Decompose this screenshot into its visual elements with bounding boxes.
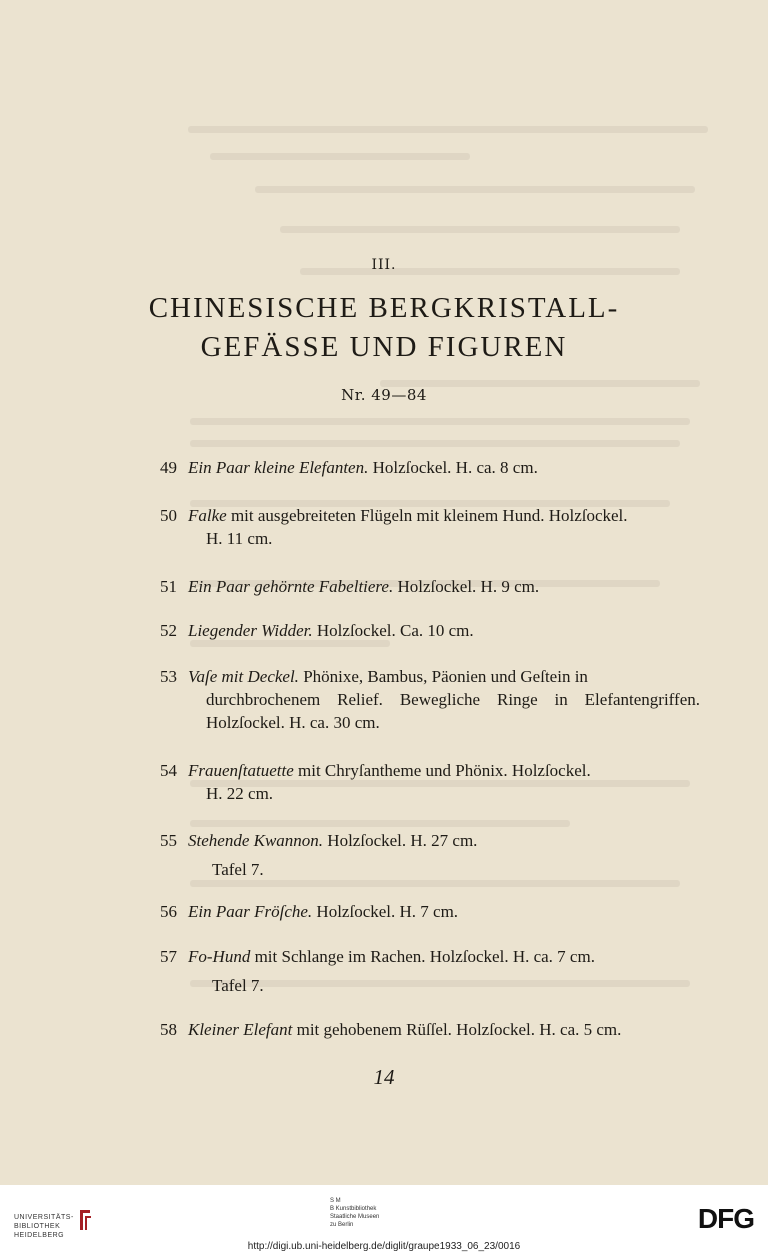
- entry-name: Liegender Widder.: [188, 621, 313, 640]
- entry-name: Vaſe mit Deckel.: [188, 667, 299, 686]
- dfg-logo: DFG: [697, 1203, 754, 1234]
- source-url-link[interactable]: http://digi.ub.uni-heidelberg.de/diglit/graupe1933_06_23/0016: [247, 1241, 521, 1252]
- entry-description: Holzſockel. H. 9 cm.: [393, 577, 540, 596]
- entry-description: Holzſockel. H. 7 cm.: [312, 902, 459, 921]
- catalog-entry: [160, 759, 700, 805]
- entry-description: mit gehobenem Rüſſel. Holzſockel. H. ca. 5 cm.: [292, 1020, 622, 1039]
- entry-description: mit Chryſantheme und Phönix. Holzſockel.: [293, 761, 591, 780]
- entry-name: Ein Paar kleine Elefanten.: [188, 458, 369, 477]
- library-line: HEIDELBERG: [14, 1232, 65, 1239]
- entry-name: Frauenſtatuette: [188, 761, 294, 780]
- catalog-entry: [160, 900, 700, 923]
- entry-description: Holzſockel. H. ca. 8 cm.: [368, 458, 538, 477]
- stamp-line: B Kunstbibliothek: [330, 1206, 377, 1212]
- library-name: [14, 1213, 74, 1240]
- entry-description: Phönixe, Bambus, Päonien und Geſtein in: [298, 667, 588, 686]
- entry-plate-reference: Tafel 7.: [212, 976, 264, 995]
- entry-number: 49: [160, 458, 177, 477]
- entry-number: 56: [160, 902, 177, 921]
- entry-number: 54: [160, 761, 177, 780]
- section-number: III.: [371, 257, 397, 273]
- library-logo-icon: [76, 1208, 94, 1232]
- catalog-entry: [160, 504, 700, 550]
- library-line: BIBLIOTHEK: [14, 1223, 61, 1230]
- page-number: 14: [373, 1065, 395, 1089]
- entry-number: 58: [160, 1020, 177, 1039]
- catalog-entry: [160, 456, 700, 479]
- entry-description: Holzſockel. Ca. 10 cm.: [312, 621, 474, 640]
- catalog-entry: [160, 1018, 700, 1041]
- entry-name: Kleiner Elefant: [188, 1020, 293, 1039]
- entry-name: Ein Paar gehörnte Fabeltiere.: [188, 577, 394, 596]
- entry-number: 55: [160, 831, 177, 850]
- catalog-entry: [160, 619, 700, 642]
- entry-continuation: durchbrochenem Relief. Bewegliche Ringe in Elefantengriffen. Holzſockel. H. ca. 30 cm.: [206, 690, 700, 732]
- stamp-line: Staatliche Museen: [330, 1214, 380, 1220]
- section-title-line1: CHINESISCHE BERGKRISTALL-: [148, 292, 620, 324]
- entry-continuation: H. 22 cm.: [206, 784, 274, 803]
- entry-number: 51: [160, 577, 177, 596]
- section-range: Nr. 49—84: [341, 386, 427, 404]
- catalog-entry: [160, 945, 700, 997]
- entry-plate-reference: Tafel 7.: [212, 860, 264, 879]
- entry-name: Ein Paar Fröſche.: [188, 902, 313, 921]
- entry-name: Fo-Hund: [188, 947, 251, 966]
- catalog-entry: [160, 829, 700, 881]
- entry-continuation: H. 11 cm.: [206, 529, 273, 548]
- entry-number: 50: [160, 506, 177, 525]
- library-line: UNIVERSITÄTS-: [14, 1214, 74, 1221]
- entry-name: Falke: [188, 506, 227, 525]
- entry-description: mit ausgebreiteten Flügeln mit kleinem Hund. Holzſockel.: [226, 506, 628, 525]
- museum-stamp: [330, 1197, 430, 1229]
- entry-description: Holzſockel. H. 27 cm.: [323, 831, 478, 850]
- section-title-line2: GEFÄSSE UND FIGUREN: [200, 331, 568, 363]
- stamp-line: S M: [330, 1198, 341, 1204]
- entry-description: mit Schlange im Rachen. Holzſockel. H. ca. 7 cm.: [250, 947, 595, 966]
- entry-number: 57: [160, 947, 177, 966]
- catalog-entry: [160, 665, 700, 734]
- entry-number: 53: [160, 667, 177, 686]
- catalog-entry: [160, 575, 700, 598]
- entry-name: Stehende Kwannon.: [188, 831, 324, 850]
- stamp-line: zu Berlin: [330, 1222, 354, 1228]
- footer-bar: [0, 1185, 768, 1256]
- entry-number: 52: [160, 621, 177, 640]
